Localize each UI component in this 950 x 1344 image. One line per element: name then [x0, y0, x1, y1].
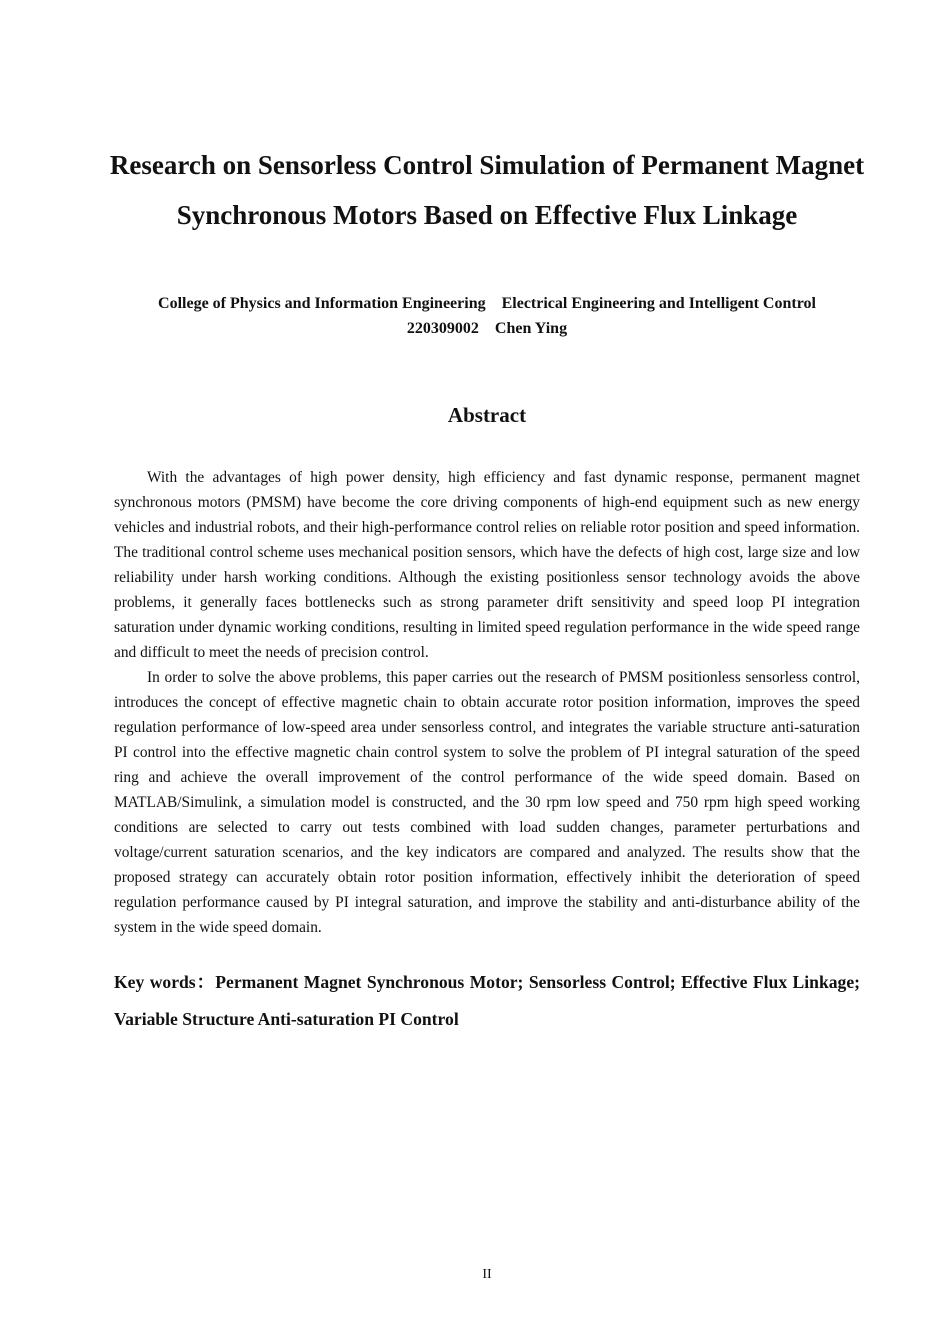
abstract-heading: Abstract: [447, 403, 527, 427]
keywords-text: Permanent Magnet Synchronous Motor; Sensorless Control; Effective Flux Linkage; Variable Structure Anti-saturation PI Control: [114, 972, 860, 1029]
keywords-label: Key words：: [114, 972, 216, 992]
abstract-paragraph: In order to solve the above problems, this paper carries out the research of PMSM positionless sensorless control, introduces the concept of effective magnetic chain to obtain accurate rotor position information, improves the speed regulation performance of low-speed area under sensorless control, and integrates the variable structure anti-saturation PI control into the effective magnetic chain control system to solve the problem of PI integral saturation of the speed ring and achieve the overall improvement of the control performance of the wide speed domain. Based on MATLAB/Simulink, a simulation model is constructed, and the 30 rpm low speed and 750 rpm high speed working conditions are selected to carry out tests combined with load sudden changes, parameter perturbations and voltage/current saturation scenarios, and the key indicators are compared and analyzed. The results show that the proposed strategy can accurately obtain rotor position information, effectively inhibit the deterioration of speed regulation performance caused by PI integral saturation, and improve the stability and anti-disturbance ability of the system in the wide speed domain.: [114, 669, 860, 936]
page-number: II: [482, 1267, 492, 1282]
author-line: 220309002 Chen Ying: [406, 320, 568, 337]
author-affiliation: [100, 291, 874, 341]
keywords: [114, 964, 860, 1038]
abstract-body: [114, 465, 860, 940]
abstract-paragraph: With the advantages of high power density, high efficiency and fast dynamic response, permanent magnet synchronous motors (PMSM) have become the core driving components of high-end equipment such as new energy vehicles and industrial robots, and their high-performance control relies on reliable rotor position and speed information. The traditional control scheme uses mechanical position sensors, which have the defects of high cost, large size and low reliability under harsh working conditions. Although the existing positionless sensor technology avoids the above problems, it generally faces bottlenecks such as strong parameter drift sensitivity and speed loop PI integration saturation under dynamic working conditions, resulting in limited speed regulation performance in the wide speed range and difficult to meet the needs of precision control.: [114, 469, 860, 661]
affiliation-line: College of Physics and Information Engineering Electrical Engineering and Intelligent Control: [158, 295, 816, 312]
paper-title: Research on Sensorless Control Simulation of Permanent Magnet Synchronous Motors Based on Effective Flux Linkage: [109, 150, 865, 230]
